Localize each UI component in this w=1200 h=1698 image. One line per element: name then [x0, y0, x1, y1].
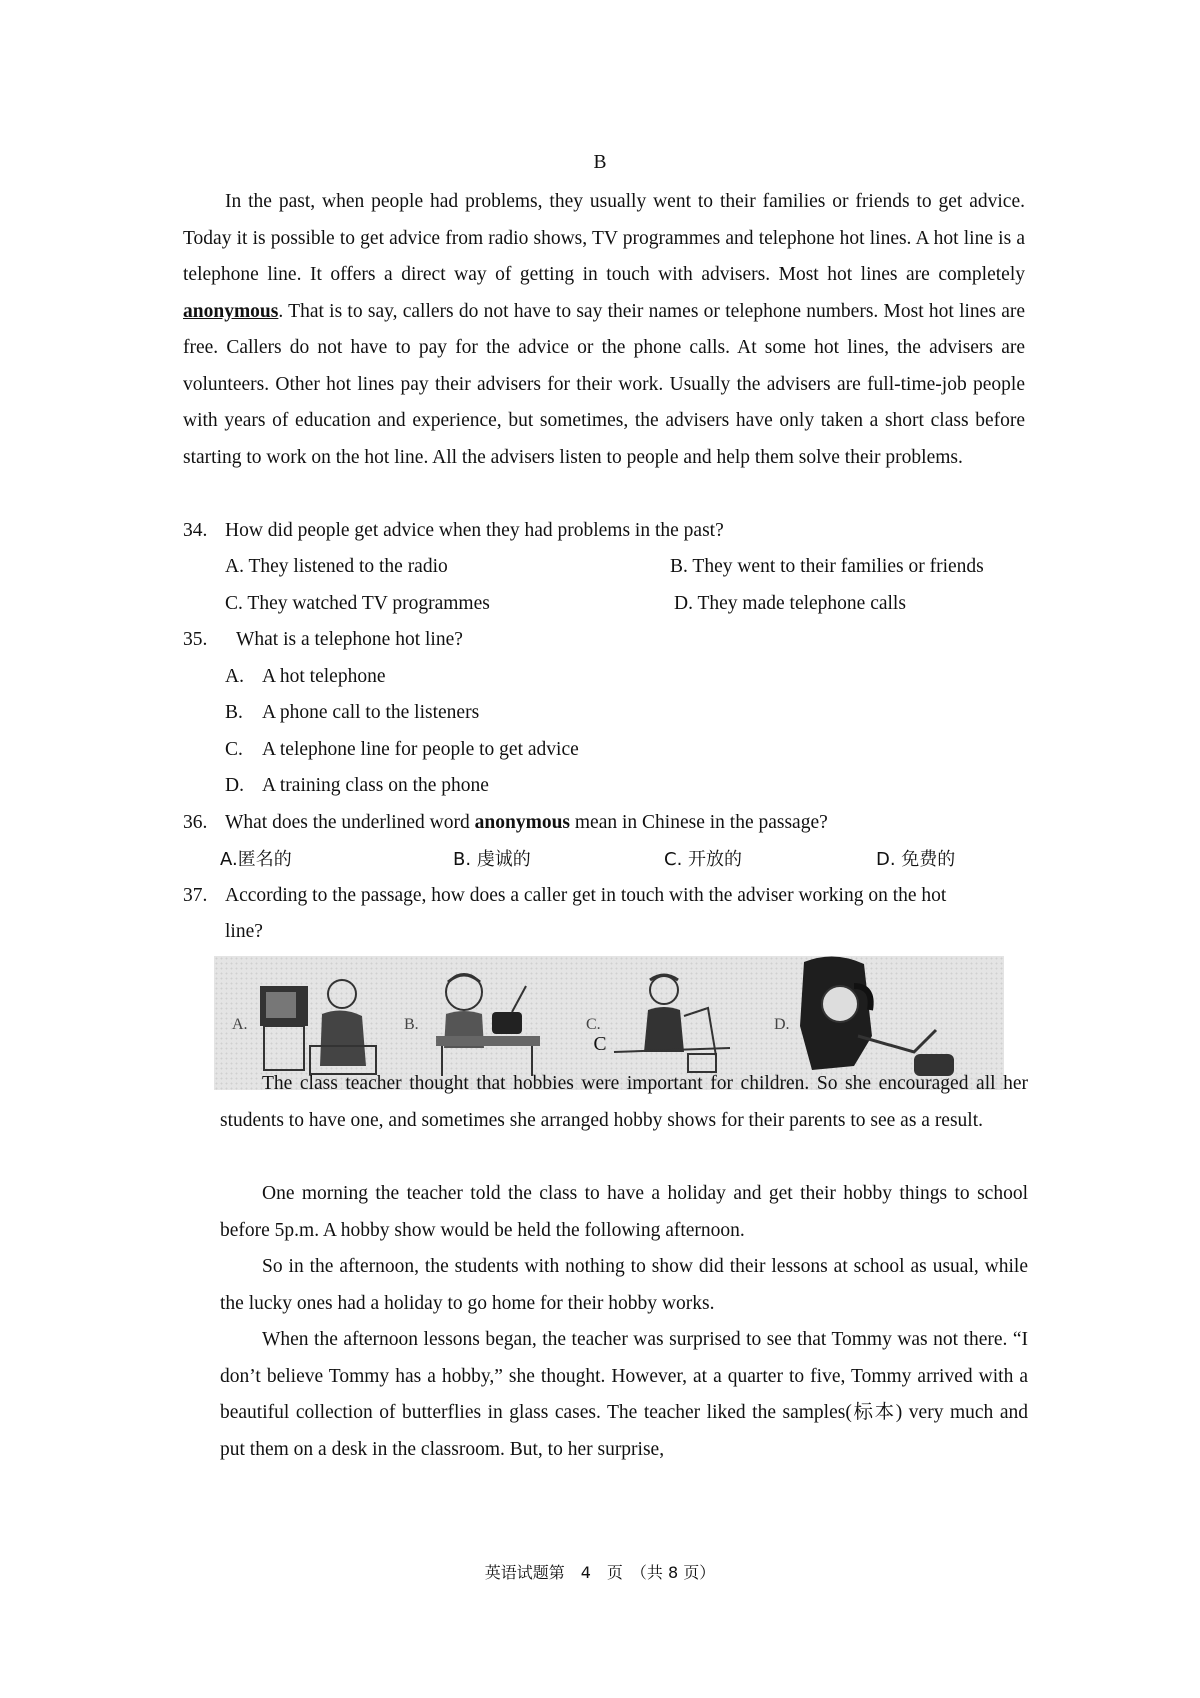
section-b-passage: [183, 184, 1025, 476]
q34-option-c: C. They watched TV programmes: [225, 593, 490, 614]
text-run: . That is to say, callers do not have to say their names or telephone numbers. Most hot lines are free. Callers do not have to pay for the advice or the phone calls. At some hot lines, the advisers are volunteers. Other hot lines pay their advisers for their work. Usually the advisers are full-time-job people with years of education and experience, but sometimes, the advisers have only taken a short class before starting to work on the hot line. All the advisers listen to people and help them solve their problems.: [183, 300, 1025, 468]
q35-option-a-text: A hot telephone: [262, 666, 386, 687]
q36-option-b: B. 虔诚的: [453, 849, 531, 870]
section-c-paragraph-2: One morning the teacher told the class to have a holiday and get their hobby things to school before 5p.m. A hobby show would be held the following afternoon.: [220, 1183, 1028, 1241]
q35-option-a-letter: A.: [225, 666, 244, 687]
text-run: mean in Chinese in the passage?: [570, 812, 828, 833]
q37-question-line1: According to the passage, how does a caller get in touch with the adviser working on the hot: [225, 885, 947, 906]
q37-question-line2: line?: [225, 921, 263, 942]
q35-option-d-text: A training class on the phone: [262, 775, 489, 796]
underlined-keyword: anonymous: [183, 300, 279, 322]
q34-option-d: D. They made telephone calls: [674, 593, 906, 614]
q35-option-b-text: A phone call to the listeners: [262, 702, 480, 723]
q36-option-d: D. 免费的: [876, 849, 956, 870]
section-c-heading: C: [593, 1034, 607, 1055]
q34-option-b: B. They went to their families or friends: [670, 556, 984, 577]
q36-question: [225, 809, 828, 837]
figure-label-b: B.: [404, 1016, 419, 1033]
section-c-paragraph-4: When the afternoon lessons began, the teacher was surprised to see that Tommy was not there. “I don’t believe Tommy has a hobby,” she thought. However, at a quarter to five, Tommy arrived with a beautiful collection of butterflies in glass cases. The teacher liked the samples(标本) very much and put them on a desk in the classroom. But, to her surprise,: [220, 1329, 1028, 1460]
q35-question: What is a telephone hot line?: [236, 629, 463, 650]
q37-number: 37.: [183, 885, 208, 906]
section-c-paragraph-1: The class teacher thought that hobbies were important for children. So she encouraged all her students to have one, and sometimes she arranged hobby shows for their parents to see as a result.: [220, 1073, 1028, 1131]
page-footer: 英语试题第 4 页 （共 8 页）: [484, 1563, 716, 1582]
q36-option-a: A.匿名的: [220, 849, 292, 870]
section-b-heading: B: [593, 152, 607, 173]
q36-number: 36.: [183, 812, 208, 833]
figure-label-a: A.: [232, 1016, 248, 1033]
figure-label-d: D.: [774, 1016, 790, 1033]
q34-number: 34.: [183, 520, 208, 541]
bold-keyword: anonymous: [474, 812, 571, 833]
q35-option-c-letter: C.: [225, 739, 243, 760]
q35-option-b-letter: B.: [225, 702, 243, 723]
q36-option-c: C. 开放的: [664, 849, 743, 870]
q34-question: How did people get advice when they had problems in the past?: [225, 520, 724, 541]
q35-option-c-text: A telephone line for people to get advice: [262, 739, 579, 760]
section-c-paragraph-3: So in the afternoon, the students with nothing to show did their lessons at school as usual, while the lucky ones had a holiday to go home for their hobby works.: [220, 1256, 1028, 1314]
q35-number: 35.: [183, 629, 208, 650]
text-run: What does the underlined word: [225, 812, 475, 833]
q34-option-a: A. They listened to the radio: [225, 556, 448, 577]
figure-label-c: C.: [586, 1016, 601, 1033]
text-run: In the past, when people had problems, they usually went to their families or friends to get advice. Today it is possible to get advice from radio shows, TV programmes and telephone hot lines. A hot line is a telephone line. It offers a direct way of getting in touch with advisers. Most hot lines are completely: [183, 191, 1025, 285]
q35-option-d-letter: D.: [225, 775, 244, 796]
